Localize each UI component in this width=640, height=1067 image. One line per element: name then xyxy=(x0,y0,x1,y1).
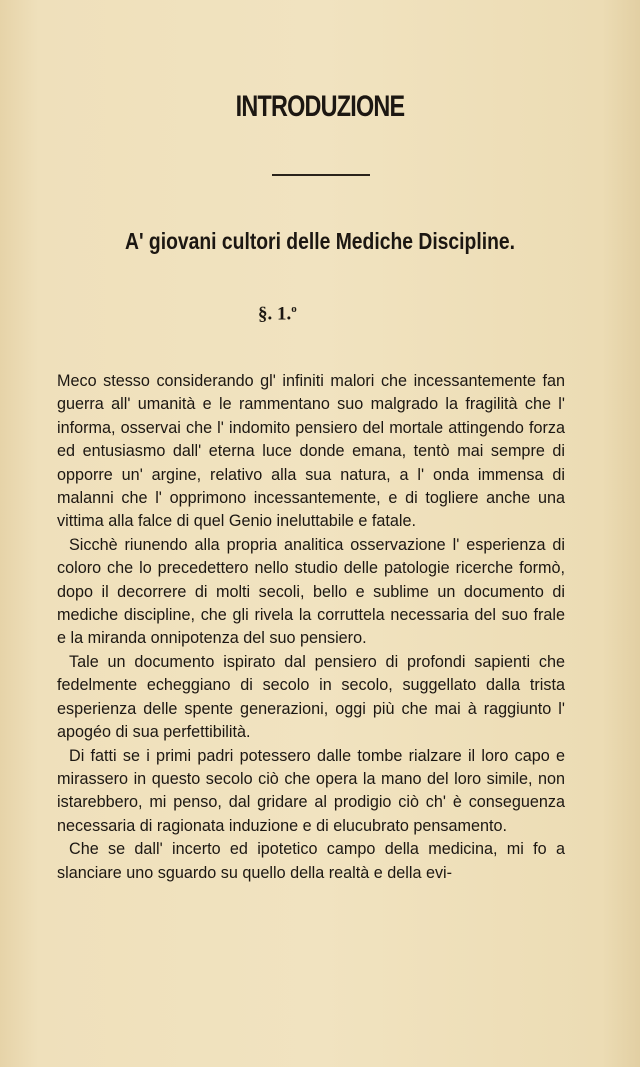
dedication-subtitle: A' giovani cultori delle Mediche Discipline. xyxy=(124,228,515,254)
paragraph: Che se dall' incerto ed ipotetico campo della medicina, mi fo a slanciare uno sguardo su quello della realtà e della evi- xyxy=(57,840,565,882)
title-divider xyxy=(272,174,370,176)
paragraph: Meco stesso considerando gl' infiniti malori che incessantemente fan guerra all' umanità e le rammentano suo malgrado la fragilità che l' informa, osservai che l' indomito pensiero del mortale attingendo forza ed entusiasmo dall' eterna luce donde emana, tentò mai sempre di opporre un' argine, relativo alla sua natura, a l' onda immensa di malanni che l' opprimono incessantemente, e di togliere anche una vittima alla falce di quel Genio ineluttabile e fatale. xyxy=(57,372,565,531)
page-title: INTRODUZIONE xyxy=(235,90,405,123)
paragraph: Sicchè riunendo alla propria analitica osservazione l' esperienza di coloro che lo precedettero nello studio delle patologie ricerche formò, dopo il decorrere di molti secoli, bello e sublime un documento di mediche discipline, che gli rivela la corruttela necessaria del suo frale e la miranda onnipotenza del suo pensiero. xyxy=(57,535,565,648)
paragraph: Tale un documento ispirato dal pensiero di profondi sapienti che fedelmente echeggiano di secolo in secolo, suggellato dalla trista esperienza delle spente generazioni, oggi più che mai à raggiunto l' apogéo di sua perfettibilità. xyxy=(57,652,565,742)
body-text xyxy=(57,370,565,885)
paragraph: Di fatti se i primi padri potessero dalle tombe rialzare il loro capo e mirassero in questo secolo ciò che opera la mano del loro simile, non istarebbero, mi penso, dal gridare al prodigio ciò ch' è conseguenza necessaria di ragionata induzione e di elucubrato pensamento. xyxy=(57,746,565,835)
section-number xyxy=(258,303,297,325)
section-superscript: o xyxy=(291,303,297,315)
section-mark: §. 1. xyxy=(258,303,292,325)
